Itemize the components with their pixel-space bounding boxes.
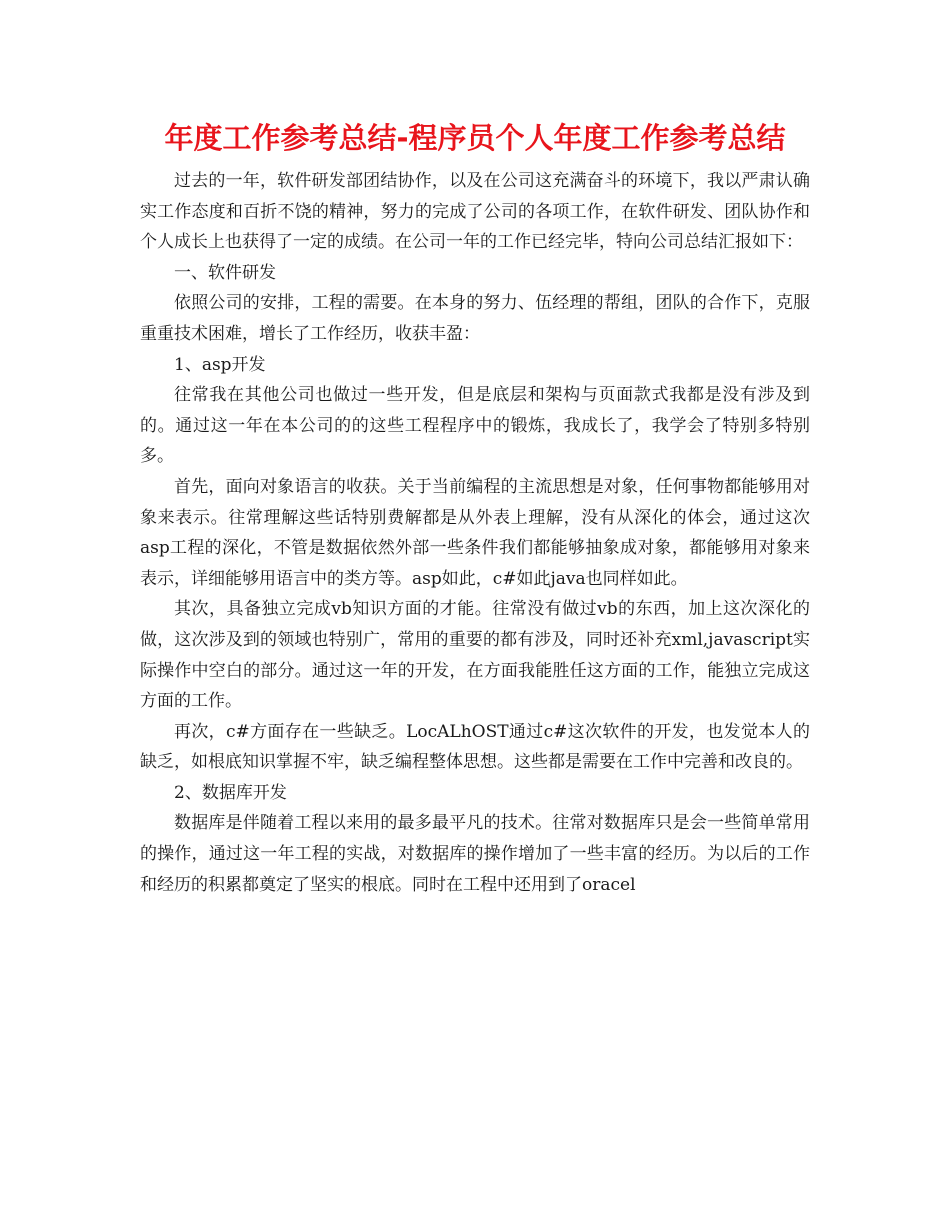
section-heading: 一、软件研发 (174, 262, 276, 283)
subsection-heading: 2、数据库开发 (174, 782, 287, 803)
paragraph: 其次，具备独立完成vb知识方面的才能。往常没有做过vb的东西，加上这次深化的做，这次涉及到的领域也特别广，常用的重要的都有涉及，同时还补充xml,javascript实际操作中空白的部分。通过这一年的开发，在方面我能胜任这方面的工作，能独立完成这方面的工作。 (140, 599, 810, 712)
paragraph: 往常我在其他公司也做过一些开发，但是底层和架构与页面款式我都是没有涉及到的。通过这一年在本公司的的这些工程程序中的锻炼，我成长了，我学会了特别多特别多。 (140, 385, 810, 467)
document-title: 年度工作参考总结-程序员个人年度工作参考总结 (164, 121, 786, 155)
paragraph: 数据库是伴随着工程以来用的最多最平凡的技术。往常对数据库只是会一些简单常用的操作，通过这一年工程的实战，对数据库的操作增加了一些丰富的经历。为以后的工作和经历的积累都奠定了坚实的根底。同时在工程中还用到了oracel (140, 813, 810, 895)
paragraph: 再次，c#方面存在一些缺乏。LocALhOST通过c#这次软件的开发，也发觉本人的缺乏，如根底知识掌握不牢，缺乏编程整体思想。这些都是需要在工作中完善和改良的。 (140, 721, 810, 773)
paragraph: 首先，面向对象语言的收获。关于当前编程的主流思想是对象，任何事物都能够用对象来表示。往常理解这些话特别费解都是从外表上理解，没有从深化的体会，通过这次asp工程的深化，不管是数据依然外部一些条件我们都能够抽象成对象，都能够用对象来表示，详细能够用语言中的类方等。asp如此，c#如此java也同样如此。 (140, 476, 810, 589)
paragraph: 过去的一年，软件研发部团结协作，以及在公司这充满奋斗的环境下，我以严肃认确实工作态度和百折不饶的精神，努力的完成了公司的各项工作，在软件研发、团队协作和个人成长上也获得了一定的成绩。在公司一年的工作已经完毕，特向公司总结汇报如下： (140, 171, 810, 253)
paragraph: 依照公司的安排，工程的需要。在本身的努力、伍经理的帮组，团队的合作下，克服重重技术困难，增长了工作经历，收获丰盈： (140, 293, 810, 344)
subsection-heading: 1、asp开发 (174, 354, 266, 375)
